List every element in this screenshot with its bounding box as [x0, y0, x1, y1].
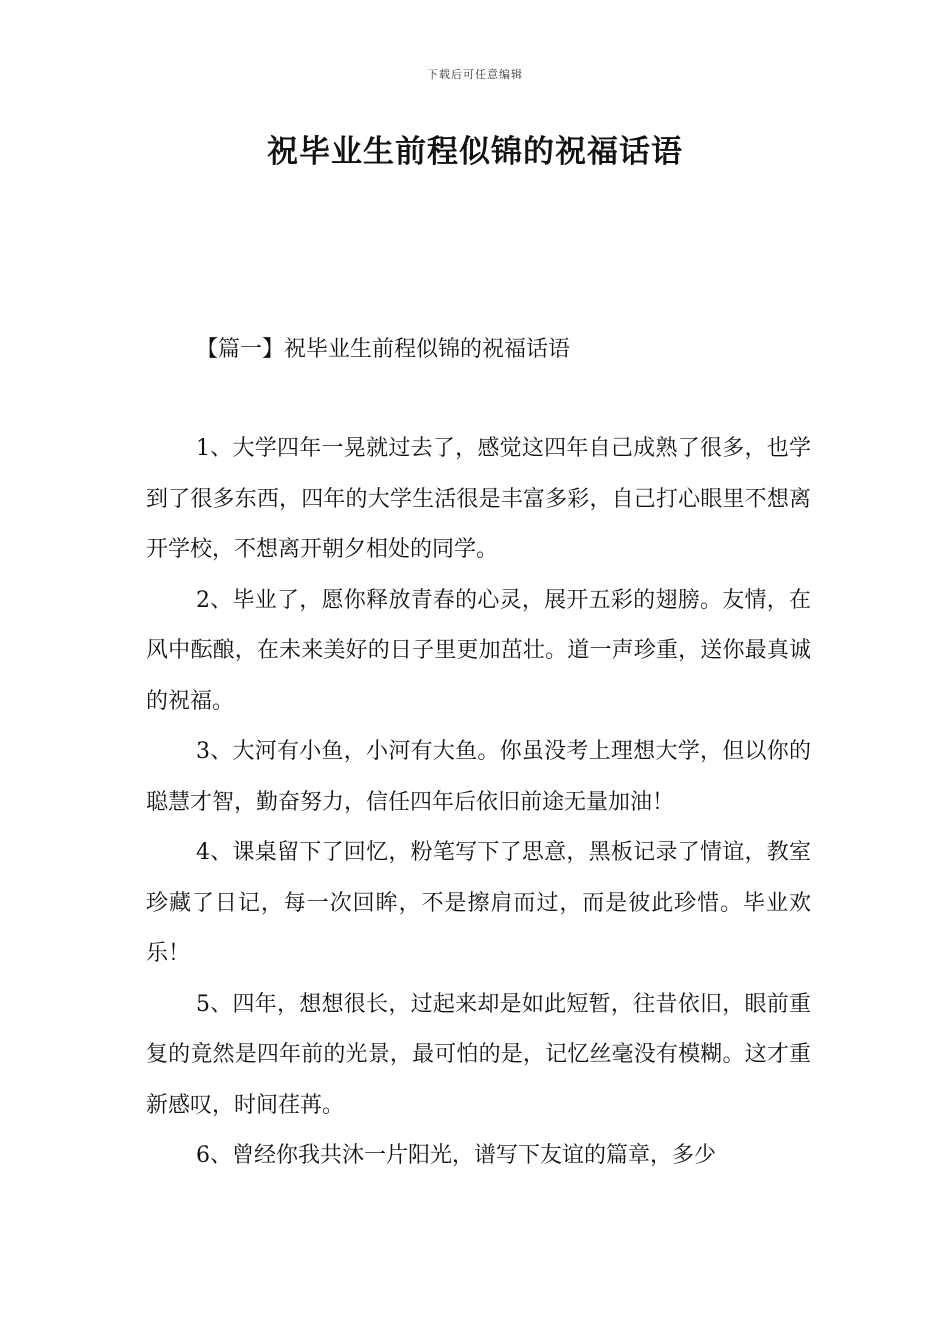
paragraph-3: 3、大河有小鱼，小河有大鱼。你虽没考上理想大学，但以你的聪慧才智，勤奋努力，信任四年后依旧前途无量加油！ — [146, 739, 811, 815]
paragraph-6: 6、曾经你我共沐一片阳光，谱写下友谊的篇章，多少 — [196, 1143, 716, 1168]
paragraph-2: 2、毕业了，愿你释放青春的心灵，展开五彩的翅膀。友情，在风中酝酿，在未来美好的日子里更加茁壮。道一声珍重，送你最真诚的祝福。 — [146, 587, 811, 714]
document-body — [146, 424, 811, 1182]
section-heading: 【篇一】祝毕业生前程似锦的祝福话语 — [196, 337, 571, 362]
paragraph-5: 5、四年，想想很长，过起来却是如此短暂，往昔依旧，眼前重复的竟然是四年前的光景，最可怕的是，记忆丝毫没有模糊。这才重新感叹，时间荏苒。 — [146, 991, 811, 1118]
header-note: 下载后可任意编辑 — [427, 68, 523, 81]
document-title: 祝毕业生前程似锦的祝福话语 — [267, 134, 683, 170]
paragraph-4: 4、课桌留下了回忆，粉笔写下了思意，黑板记录了情谊，教室珍藏了日记，每一次回眸，不是擦肩而过，而是彼此珍惜。毕业欢乐！ — [146, 840, 811, 966]
paragraph-1: 1、大学四年一晃就过去了，感觉这四年自己成熟了很多，也学到了很多东西，四年的大学生活很是丰富多彩，自己打心眼里不想离开学校，不想离开朝夕相处的同学。 — [146, 436, 811, 562]
